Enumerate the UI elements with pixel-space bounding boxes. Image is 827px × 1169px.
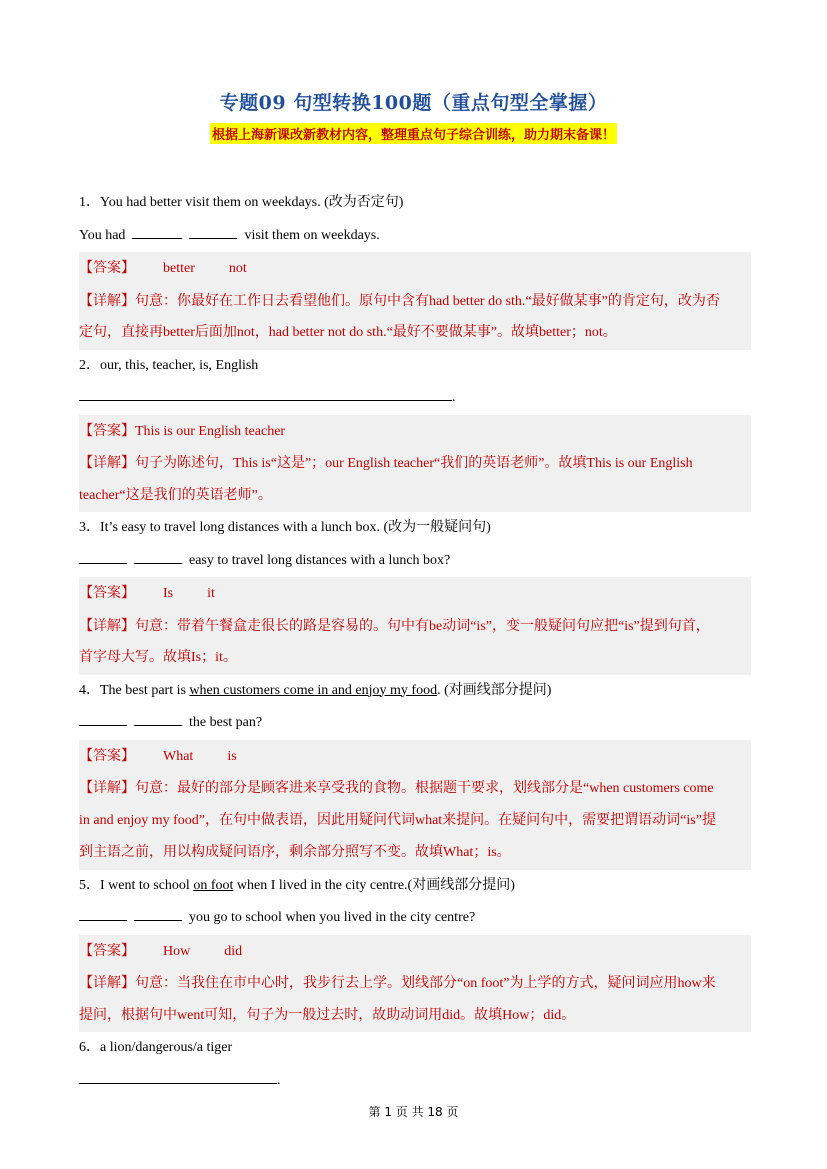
question-4: 4．The best part is when customers come in and enjoy my food. (对画线部分提问) <box>79 682 552 698</box>
question-2-blanks: . <box>79 382 751 415</box>
detail-row: 首字母大写。故填Is；it。 <box>79 642 751 675</box>
answer-row: 【答案】 How did <box>79 935 751 968</box>
answer-row: 【答案】 What is <box>79 740 751 773</box>
page-footer: 第 1 页 共 18 页 <box>368 1105 459 1119</box>
detail-row: 定句，直接再better后面加not，had better not do sth.“最好不要做某事”。故填better；not。 <box>79 317 751 350</box>
detail-row: 【详解】句子为陈述句，This is“这是”；our English teacher“我们的英语老师”。故填This is our English <box>79 447 751 480</box>
detail-row: 【详解】句意：带着午餐盒走很长的路是容易的。句中有be动词“is”，变一般疑问句应把“is”提到句首， <box>79 610 751 643</box>
answer-blank[interactable] <box>134 908 182 921</box>
answer-blank[interactable] <box>79 1071 277 1084</box>
question-6: 6．a lion/dangerous/a tiger <box>79 1040 233 1055</box>
page-subtitle: 根据上海新课改新教材内容，整理重点句子综合训练，助力期末备课！ <box>210 123 617 144</box>
answer-blank[interactable] <box>132 226 182 239</box>
question-6-blanks: . <box>79 1065 751 1098</box>
answer-blank[interactable] <box>79 551 127 564</box>
question-4-blanks: the best pan? <box>79 707 751 740</box>
detail-row: teacher“这是我们的英语老师”。 <box>79 480 751 513</box>
answer-blank[interactable] <box>134 713 182 726</box>
answer-blank[interactable] <box>79 713 127 726</box>
question-3: 3．It’s easy to travel long distances with a lunch box. (改为一般疑问句) <box>79 520 491 535</box>
answer-row: 【答案】This is our English teacher <box>79 415 751 448</box>
question-1-blanks: You had visit them on weekdays. <box>79 227 380 243</box>
question-5: 5．I went to school on foot when I lived in the city centre.(对画线部分提问) <box>79 877 515 893</box>
answer-row: 【答案】 better not <box>79 252 751 285</box>
detail-row: 【详解】句意：你最好在工作日去看望他们。原句中含有had better do sth.“最好做某事”的肯定句，改为否 <box>79 285 751 318</box>
answer-blank[interactable] <box>79 388 452 401</box>
detail-row: 【详解】句意：最好的部分是顾客进来享受我的食物。根据题干要求，划线部分是“when customers come <box>79 772 751 805</box>
question-5-blanks: you go to school when you lived in the city centre? <box>79 902 751 935</box>
question-2: 2．our, this, teacher, is, English <box>79 357 259 373</box>
question-list <box>79 187 751 1097</box>
underlined-phrase: when customers come in and enjoy my food <box>189 682 438 698</box>
question-3-blanks: easy to travel long distances with a lunch box? <box>79 545 751 578</box>
underlined-phrase: on foot <box>193 877 234 893</box>
answer-row: 【答案】 Is it <box>79 577 751 610</box>
answer-blank[interactable] <box>134 551 182 564</box>
detail-row: in and enjoy my food”，在句中做表语，因此用疑问代词what来提问。在疑问句中，需要把谓语动词“is”提 <box>79 805 751 838</box>
answer-blank[interactable] <box>79 908 127 921</box>
page-title: 专题09 句型转换100题（重点句型全掌握） <box>219 92 608 114</box>
subtitle-container <box>0 123 827 144</box>
detail-row: 到主语之前，用以构成疑问语序，剩余部分照写不变。故填What；is。 <box>79 837 751 870</box>
detail-row: 提问，根据句中went可知，句子为一般过去时，故助动词用did。故填How；did。 <box>79 1000 751 1033</box>
detail-row: 【详解】句意：当我住在市中心时，我步行去上学。划线部分“on foot”为上学的方式，疑问词应用how来 <box>79 967 751 1000</box>
answer-blank[interactable] <box>189 226 237 239</box>
question-1: 1．You had better visit them on weekdays. (改为否定句) <box>79 195 404 210</box>
